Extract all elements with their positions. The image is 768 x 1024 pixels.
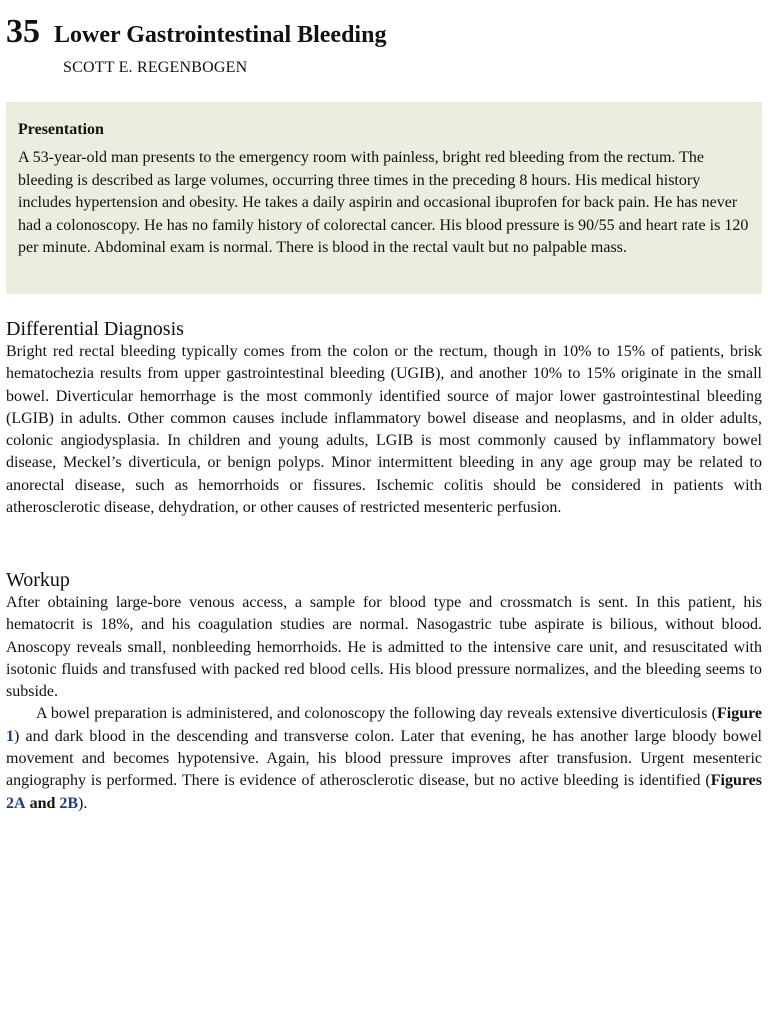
- presentation-box: [6, 102, 762, 294]
- workup-paragraph-2: [6, 703, 762, 814]
- figure-2a-link[interactable]: 2A: [6, 794, 26, 812]
- figure-label: Figure: [716, 705, 762, 723]
- presentation-text: A 53-year-old man presents to the emergency room with painless, bright red bleeding from the rectum. The bleeding is described as large volumes, occurring three times in the preceding 8 hours. His medical history includes hypertension and obesity. He takes a daily aspirin and occasional ibuprofen for back pain. He has never had a colonoscopy. He has no family history of colorectal cancer. His blood pressure is 90/55 and heart rate is 120 per minute. Abdominal exam is normal. There is blood in the rectal vault but no palpable mass.: [18, 149, 749, 256]
- figure-1-link[interactable]: 1: [6, 727, 14, 745]
- workup-p2-end: ).: [78, 794, 88, 812]
- chapter-header: [6, 12, 386, 55]
- workup-paragraph-1: After obtaining large-bore venous access, a sample for blood type and crossmatch is sent. In this patient, his hematocrit is 18%, and his coagulation studies are normal. Nasogastric tube aspirate is bilious, without blood. Anoscopy reveals small, nonbleeding hemorrhoids. He is admitted to the intensive care unit, and resuscitated with isotonic fluids and transfused with packed red blood cells. His blood pressure normalizes, and the bleeding seems to subside.: [6, 594, 762, 701]
- chapter-number: 35: [6, 13, 40, 50]
- differential-diagnosis-section: [6, 317, 762, 519]
- differential-heading: Differential Diagnosis: [6, 318, 184, 340]
- workup-p2-text-1: A bowel preparation is administered, and colonoscopy the following day reveals extensive diverticulosis (: [36, 705, 717, 723]
- workup-heading: Workup: [6, 569, 70, 591]
- workup-p2-text-2: ) and dark blood in the descending and transverse colon. Later that evening, he has another large bloody bowel movement and becomes hypotensive. Again, his blood pressure improves after transfusion. Urgent mesenteric angiography is performed. There is evidence of atherosclerotic disease, but no active bleeding is identified (: [6, 727, 762, 790]
- differential-text: Bright red rectal bleeding typically comes from the colon or the rectum, though in 10% to 15% of patients, brisk hematochezia results from upper gastrointestinal bleeding (UGIB), and another 10% to 15% originate in the small bowel. Diverticular hemorrhage is the most commonly identified source of major lower gastrointestinal bleeding (LGIB) in adults. Other common causes include inflammatory bowel disease and neoplasms, and in older adults, colonic angiodysplasia. In children and young adults, LGIB is most commonly caused by inflammatory bowel disease, Meckel’s diverticula, or benign polyps. Minor intermittent bleeding in any age group may be related to anorectal disease, such as hemorrhoids or fissures. Ischemic colitis should be considered in patients with atherosclerotic disease, dehydration, or other causes of restricted mesenteric perfusion.: [6, 343, 762, 517]
- figures-and-label: and: [29, 794, 56, 812]
- chapter-title: Lower Gastrointestinal Bleeding: [54, 22, 387, 48]
- chapter-author: SCOTT E. REGENBOGEN: [63, 59, 248, 76]
- presentation-heading: Presentation: [18, 121, 104, 138]
- workup-section: [6, 568, 762, 815]
- figure-2b-link[interactable]: 2B: [59, 794, 79, 812]
- figures-label: Figures: [710, 772, 762, 790]
